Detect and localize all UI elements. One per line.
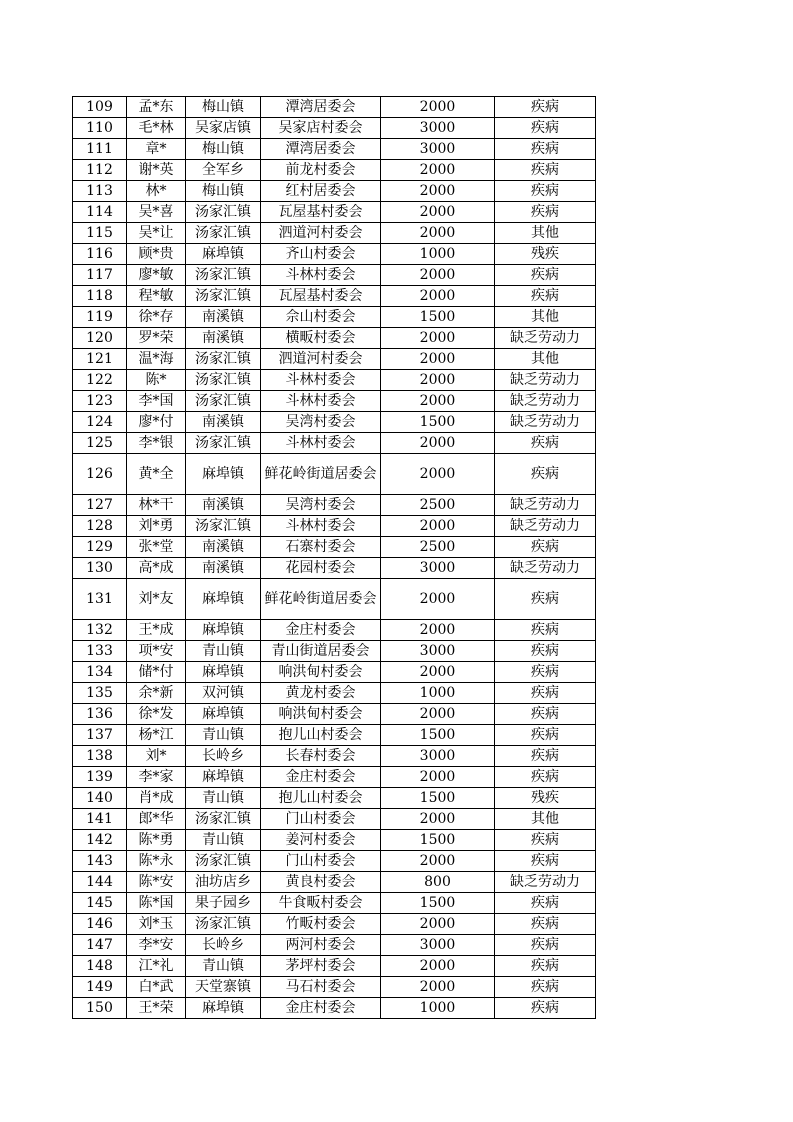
town-cell: 长岭乡 <box>186 746 261 767</box>
table-row <box>73 118 596 139</box>
table-row <box>73 620 596 641</box>
table-row <box>73 160 596 181</box>
town-cell: 青山镇 <box>186 641 261 662</box>
village-cell: 斗林村委会 <box>261 265 381 286</box>
reason-cell: 缺乏劳动力 <box>495 391 596 412</box>
row-number-cell: 149 <box>73 977 127 998</box>
name-cell: 徐*存 <box>127 307 186 328</box>
name-cell: 廖*付 <box>127 412 186 433</box>
name-cell: 王*荣 <box>127 998 186 1019</box>
town-cell: 汤家汇镇 <box>186 349 261 370</box>
row-number-cell: 143 <box>73 851 127 872</box>
amount-cell: 1500 <box>381 307 495 328</box>
reason-cell: 疾病 <box>495 265 596 286</box>
table-row <box>73 307 596 328</box>
table-row <box>73 537 596 558</box>
row-number-cell: 140 <box>73 788 127 809</box>
name-cell: 林* <box>127 181 186 202</box>
row-number-cell: 129 <box>73 537 127 558</box>
reason-cell: 疾病 <box>495 286 596 307</box>
village-cell: 潭湾居委会 <box>261 97 381 118</box>
town-cell: 梅山镇 <box>186 97 261 118</box>
row-number-cell: 127 <box>73 495 127 516</box>
row-number-cell: 114 <box>73 202 127 223</box>
town-cell: 果子园乡 <box>186 893 261 914</box>
town-cell: 汤家汇镇 <box>186 433 261 454</box>
village-cell: 门山村委会 <box>261 809 381 830</box>
table-row <box>73 391 596 412</box>
village-cell: 佘山村委会 <box>261 307 381 328</box>
village-cell: 鲜花岭街道居委会 <box>261 579 381 620</box>
table-row <box>73 977 596 998</box>
table-row <box>73 767 596 788</box>
reason-cell: 疾病 <box>495 97 596 118</box>
amount-cell: 2000 <box>381 223 495 244</box>
town-cell: 汤家汇镇 <box>186 202 261 223</box>
name-cell: 温*海 <box>127 349 186 370</box>
amount-cell: 2000 <box>381 286 495 307</box>
amount-cell: 2000 <box>381 851 495 872</box>
reason-cell: 残疾 <box>495 788 596 809</box>
row-number-cell: 147 <box>73 935 127 956</box>
name-cell: 储*付 <box>127 662 186 683</box>
village-cell: 斗林村委会 <box>261 391 381 412</box>
amount-cell: 3000 <box>381 139 495 160</box>
village-cell: 泗道河村委会 <box>261 223 381 244</box>
row-number-cell: 122 <box>73 370 127 391</box>
name-cell: 刘* <box>127 746 186 767</box>
name-cell: 刘*友 <box>127 579 186 620</box>
town-cell: 麻埠镇 <box>186 579 261 620</box>
village-cell: 斗林村委会 <box>261 516 381 537</box>
name-cell: 余*新 <box>127 683 186 704</box>
row-number-cell: 111 <box>73 139 127 160</box>
reason-cell: 其他 <box>495 223 596 244</box>
reason-cell: 疾病 <box>495 662 596 683</box>
town-cell: 南溪镇 <box>186 307 261 328</box>
row-number-cell: 128 <box>73 516 127 537</box>
reason-cell: 疾病 <box>495 641 596 662</box>
reason-cell: 疾病 <box>495 851 596 872</box>
village-cell: 茅坪村委会 <box>261 956 381 977</box>
town-cell: 青山镇 <box>186 725 261 746</box>
reason-cell: 疾病 <box>495 998 596 1019</box>
village-cell: 黄良村委会 <box>261 872 381 893</box>
row-number-cell: 119 <box>73 307 127 328</box>
town-cell: 梅山镇 <box>186 181 261 202</box>
name-cell: 刘*勇 <box>127 516 186 537</box>
table-row <box>73 97 596 118</box>
village-cell: 石寨村委会 <box>261 537 381 558</box>
name-cell: 陈* <box>127 370 186 391</box>
village-cell: 潭湾居委会 <box>261 139 381 160</box>
village-cell: 青山街道居委会 <box>261 641 381 662</box>
row-number-cell: 134 <box>73 662 127 683</box>
reason-cell: 疾病 <box>495 935 596 956</box>
row-number-cell: 142 <box>73 830 127 851</box>
amount-cell: 2000 <box>381 914 495 935</box>
village-cell: 瓦屋基村委会 <box>261 202 381 223</box>
town-cell: 汤家汇镇 <box>186 391 261 412</box>
name-cell: 孟*东 <box>127 97 186 118</box>
village-cell: 金庄村委会 <box>261 620 381 641</box>
town-cell: 麻埠镇 <box>186 704 261 725</box>
table-row <box>73 830 596 851</box>
name-cell: 林*干 <box>127 495 186 516</box>
town-cell: 汤家汇镇 <box>186 265 261 286</box>
table-row <box>73 683 596 704</box>
reason-cell: 疾病 <box>495 139 596 160</box>
name-cell: 吴*喜 <box>127 202 186 223</box>
row-number-cell: 123 <box>73 391 127 412</box>
village-cell: 瓦屋基村委会 <box>261 286 381 307</box>
amount-cell: 2000 <box>381 977 495 998</box>
town-cell: 南溪镇 <box>186 328 261 349</box>
row-number-cell: 135 <box>73 683 127 704</box>
row-number-cell: 112 <box>73 160 127 181</box>
name-cell: 黄*全 <box>127 454 186 495</box>
amount-cell: 3000 <box>381 558 495 579</box>
reason-cell: 疾病 <box>495 830 596 851</box>
name-cell: 李*安 <box>127 935 186 956</box>
table-row <box>73 223 596 244</box>
table-row <box>73 495 596 516</box>
amount-cell: 1000 <box>381 998 495 1019</box>
reason-cell: 疾病 <box>495 725 596 746</box>
village-cell: 两河村委会 <box>261 935 381 956</box>
amount-cell: 2500 <box>381 495 495 516</box>
town-cell: 麻埠镇 <box>186 244 261 265</box>
village-cell: 吴湾村委会 <box>261 495 381 516</box>
row-number-cell: 117 <box>73 265 127 286</box>
name-cell: 谢*英 <box>127 160 186 181</box>
table-row <box>73 851 596 872</box>
amount-cell: 2000 <box>381 391 495 412</box>
town-cell: 长岭乡 <box>186 935 261 956</box>
amount-cell: 3000 <box>381 641 495 662</box>
reason-cell: 疾病 <box>495 181 596 202</box>
reason-cell: 疾病 <box>495 914 596 935</box>
name-cell: 吴*让 <box>127 223 186 244</box>
table-row <box>73 914 596 935</box>
village-cell: 花园村委会 <box>261 558 381 579</box>
table-row <box>73 265 596 286</box>
reason-cell: 疾病 <box>495 746 596 767</box>
table-row <box>73 139 596 160</box>
village-cell: 鲜花岭街道居委会 <box>261 454 381 495</box>
row-number-cell: 144 <box>73 872 127 893</box>
village-cell: 金庄村委会 <box>261 767 381 788</box>
town-cell: 汤家汇镇 <box>186 516 261 537</box>
amount-cell: 1500 <box>381 788 495 809</box>
amount-cell: 2000 <box>381 620 495 641</box>
amount-cell: 1500 <box>381 893 495 914</box>
table-row <box>73 286 596 307</box>
amount-cell: 3000 <box>381 746 495 767</box>
table-row <box>73 202 596 223</box>
town-cell: 麻埠镇 <box>186 998 261 1019</box>
reason-cell: 疾病 <box>495 202 596 223</box>
table-row <box>73 956 596 977</box>
table-row <box>73 725 596 746</box>
village-cell: 长春村委会 <box>261 746 381 767</box>
reason-cell: 缺乏劳动力 <box>495 495 596 516</box>
amount-cell: 1500 <box>381 830 495 851</box>
amount-cell: 2000 <box>381 370 495 391</box>
table-row <box>73 662 596 683</box>
town-cell: 麻埠镇 <box>186 767 261 788</box>
town-cell: 麻埠镇 <box>186 620 261 641</box>
reason-cell: 缺乏劳动力 <box>495 370 596 391</box>
town-cell: 全军乡 <box>186 160 261 181</box>
name-cell: 毛*林 <box>127 118 186 139</box>
row-number-cell: 115 <box>73 223 127 244</box>
reason-cell: 疾病 <box>495 160 596 181</box>
village-cell: 斗林村委会 <box>261 370 381 391</box>
table-row <box>73 579 596 620</box>
town-cell: 汤家汇镇 <box>186 914 261 935</box>
table-row <box>73 370 596 391</box>
reason-cell: 缺乏劳动力 <box>495 328 596 349</box>
reason-cell: 缺乏劳动力 <box>495 872 596 893</box>
name-cell: 张*堂 <box>127 537 186 558</box>
town-cell: 汤家汇镇 <box>186 370 261 391</box>
reason-cell: 疾病 <box>495 118 596 139</box>
name-cell: 白*武 <box>127 977 186 998</box>
reason-cell: 缺乏劳动力 <box>495 558 596 579</box>
row-number-cell: 118 <box>73 286 127 307</box>
name-cell: 罗*荣 <box>127 328 186 349</box>
village-cell: 竹畈村委会 <box>261 914 381 935</box>
row-number-cell: 109 <box>73 97 127 118</box>
village-cell: 牛食畈村委会 <box>261 893 381 914</box>
name-cell: 刘*玉 <box>127 914 186 935</box>
name-cell: 江*礼 <box>127 956 186 977</box>
name-cell: 杨*江 <box>127 725 186 746</box>
town-cell: 青山镇 <box>186 956 261 977</box>
town-cell: 汤家汇镇 <box>186 809 261 830</box>
town-cell: 青山镇 <box>186 830 261 851</box>
name-cell: 廖*敏 <box>127 265 186 286</box>
row-number-cell: 131 <box>73 579 127 620</box>
name-cell: 李*家 <box>127 767 186 788</box>
name-cell: 陈*安 <box>127 872 186 893</box>
name-cell: 徐*发 <box>127 704 186 725</box>
village-cell: 响洪甸村委会 <box>261 704 381 725</box>
reason-cell: 疾病 <box>495 767 596 788</box>
town-cell: 梅山镇 <box>186 139 261 160</box>
amount-cell: 1000 <box>381 683 495 704</box>
village-cell: 抱儿山村委会 <box>261 788 381 809</box>
table-row <box>73 872 596 893</box>
amount-cell: 2000 <box>381 516 495 537</box>
village-cell: 黄龙村委会 <box>261 683 381 704</box>
row-number-cell: 130 <box>73 558 127 579</box>
name-cell: 章* <box>127 139 186 160</box>
table-row <box>73 788 596 809</box>
amount-cell: 3000 <box>381 935 495 956</box>
reason-cell: 疾病 <box>495 956 596 977</box>
reason-cell: 疾病 <box>495 537 596 558</box>
reason-cell: 疾病 <box>495 977 596 998</box>
amount-cell: 3000 <box>381 118 495 139</box>
town-cell: 青山镇 <box>186 788 261 809</box>
table-row <box>73 181 596 202</box>
reason-cell: 疾病 <box>495 433 596 454</box>
row-number-cell: 120 <box>73 328 127 349</box>
row-number-cell: 137 <box>73 725 127 746</box>
reason-cell: 疾病 <box>495 620 596 641</box>
row-number-cell: 124 <box>73 412 127 433</box>
town-cell: 南溪镇 <box>186 412 261 433</box>
name-cell: 肖*成 <box>127 788 186 809</box>
village-cell: 抱儿山村委会 <box>261 725 381 746</box>
row-number-cell: 139 <box>73 767 127 788</box>
row-number-cell: 138 <box>73 746 127 767</box>
village-cell: 前龙村委会 <box>261 160 381 181</box>
amount-cell: 1000 <box>381 244 495 265</box>
table-row <box>73 244 596 265</box>
town-cell: 汤家汇镇 <box>186 851 261 872</box>
name-cell: 顾*贵 <box>127 244 186 265</box>
village-cell: 姜河村委会 <box>261 830 381 851</box>
village-cell: 马石村委会 <box>261 977 381 998</box>
name-cell: 程*敏 <box>127 286 186 307</box>
town-cell: 南溪镇 <box>186 495 261 516</box>
amount-cell: 2000 <box>381 202 495 223</box>
village-cell: 横畈村委会 <box>261 328 381 349</box>
reason-cell: 缺乏劳动力 <box>495 412 596 433</box>
town-cell: 麻埠镇 <box>186 454 261 495</box>
village-cell: 齐山村委会 <box>261 244 381 265</box>
amount-cell: 2000 <box>381 579 495 620</box>
amount-cell: 2000 <box>381 97 495 118</box>
amount-cell: 2500 <box>381 537 495 558</box>
name-cell: 王*成 <box>127 620 186 641</box>
row-number-cell: 136 <box>73 704 127 725</box>
row-number-cell: 116 <box>73 244 127 265</box>
amount-cell: 2000 <box>381 662 495 683</box>
amount-cell: 1500 <box>381 725 495 746</box>
table-row <box>73 349 596 370</box>
amount-cell: 1500 <box>381 412 495 433</box>
row-number-cell: 146 <box>73 914 127 935</box>
village-cell: 吴湾村委会 <box>261 412 381 433</box>
town-cell: 天堂寨镇 <box>186 977 261 998</box>
village-cell: 红村居委会 <box>261 181 381 202</box>
table-row <box>73 809 596 830</box>
reason-cell: 疾病 <box>495 454 596 495</box>
table-row <box>73 412 596 433</box>
amount-cell: 2000 <box>381 265 495 286</box>
reason-cell: 疾病 <box>495 704 596 725</box>
town-cell: 油坊店乡 <box>186 872 261 893</box>
village-cell: 斗林村委会 <box>261 433 381 454</box>
table-row <box>73 704 596 725</box>
town-cell: 麻埠镇 <box>186 662 261 683</box>
name-cell: 陈*国 <box>127 893 186 914</box>
table-row <box>73 746 596 767</box>
reason-cell: 缺乏劳动力 <box>495 516 596 537</box>
table-row <box>73 641 596 662</box>
amount-cell: 800 <box>381 872 495 893</box>
amount-cell: 2000 <box>381 767 495 788</box>
row-number-cell: 125 <box>73 433 127 454</box>
name-cell: 李*国 <box>127 391 186 412</box>
row-number-cell: 150 <box>73 998 127 1019</box>
village-cell: 金庄村委会 <box>261 998 381 1019</box>
amount-cell: 2000 <box>381 328 495 349</box>
table-row <box>73 454 596 495</box>
reason-cell: 疾病 <box>495 579 596 620</box>
row-number-cell: 132 <box>73 620 127 641</box>
row-number-cell: 110 <box>73 118 127 139</box>
name-cell: 李*银 <box>127 433 186 454</box>
reason-cell: 其他 <box>495 307 596 328</box>
amount-cell: 2000 <box>381 704 495 725</box>
amount-cell: 2000 <box>381 956 495 977</box>
row-number-cell: 141 <box>73 809 127 830</box>
town-cell: 汤家汇镇 <box>186 286 261 307</box>
village-cell: 泗道河村委会 <box>261 349 381 370</box>
row-number-cell: 113 <box>73 181 127 202</box>
row-number-cell: 121 <box>73 349 127 370</box>
town-cell: 吴家店镇 <box>186 118 261 139</box>
row-number-cell: 133 <box>73 641 127 662</box>
town-cell: 南溪镇 <box>186 558 261 579</box>
table-body <box>73 97 596 1019</box>
name-cell: 郎*华 <box>127 809 186 830</box>
data-table <box>72 96 596 1019</box>
reason-cell: 其他 <box>495 349 596 370</box>
amount-cell: 2000 <box>381 433 495 454</box>
table-row <box>73 893 596 914</box>
name-cell: 陈*永 <box>127 851 186 872</box>
amount-cell: 2000 <box>381 349 495 370</box>
reason-cell: 疾病 <box>495 683 596 704</box>
table-row <box>73 328 596 349</box>
name-cell: 项*安 <box>127 641 186 662</box>
name-cell: 高*成 <box>127 558 186 579</box>
row-number-cell: 126 <box>73 454 127 495</box>
table-row <box>73 433 596 454</box>
table-row <box>73 516 596 537</box>
amount-cell: 2000 <box>381 160 495 181</box>
reason-cell: 残疾 <box>495 244 596 265</box>
town-cell: 南溪镇 <box>186 537 261 558</box>
reason-cell: 其他 <box>495 809 596 830</box>
table-row <box>73 935 596 956</box>
amount-cell: 2000 <box>381 454 495 495</box>
village-cell: 门山村委会 <box>261 851 381 872</box>
row-number-cell: 148 <box>73 956 127 977</box>
row-number-cell: 145 <box>73 893 127 914</box>
town-cell: 汤家汇镇 <box>186 223 261 244</box>
village-cell: 响洪甸村委会 <box>261 662 381 683</box>
table-row <box>73 558 596 579</box>
reason-cell: 疾病 <box>495 893 596 914</box>
amount-cell: 2000 <box>381 809 495 830</box>
village-cell: 吴家店村委会 <box>261 118 381 139</box>
table-row <box>73 998 596 1019</box>
town-cell: 双河镇 <box>186 683 261 704</box>
name-cell: 陈*勇 <box>127 830 186 851</box>
amount-cell: 2000 <box>381 181 495 202</box>
